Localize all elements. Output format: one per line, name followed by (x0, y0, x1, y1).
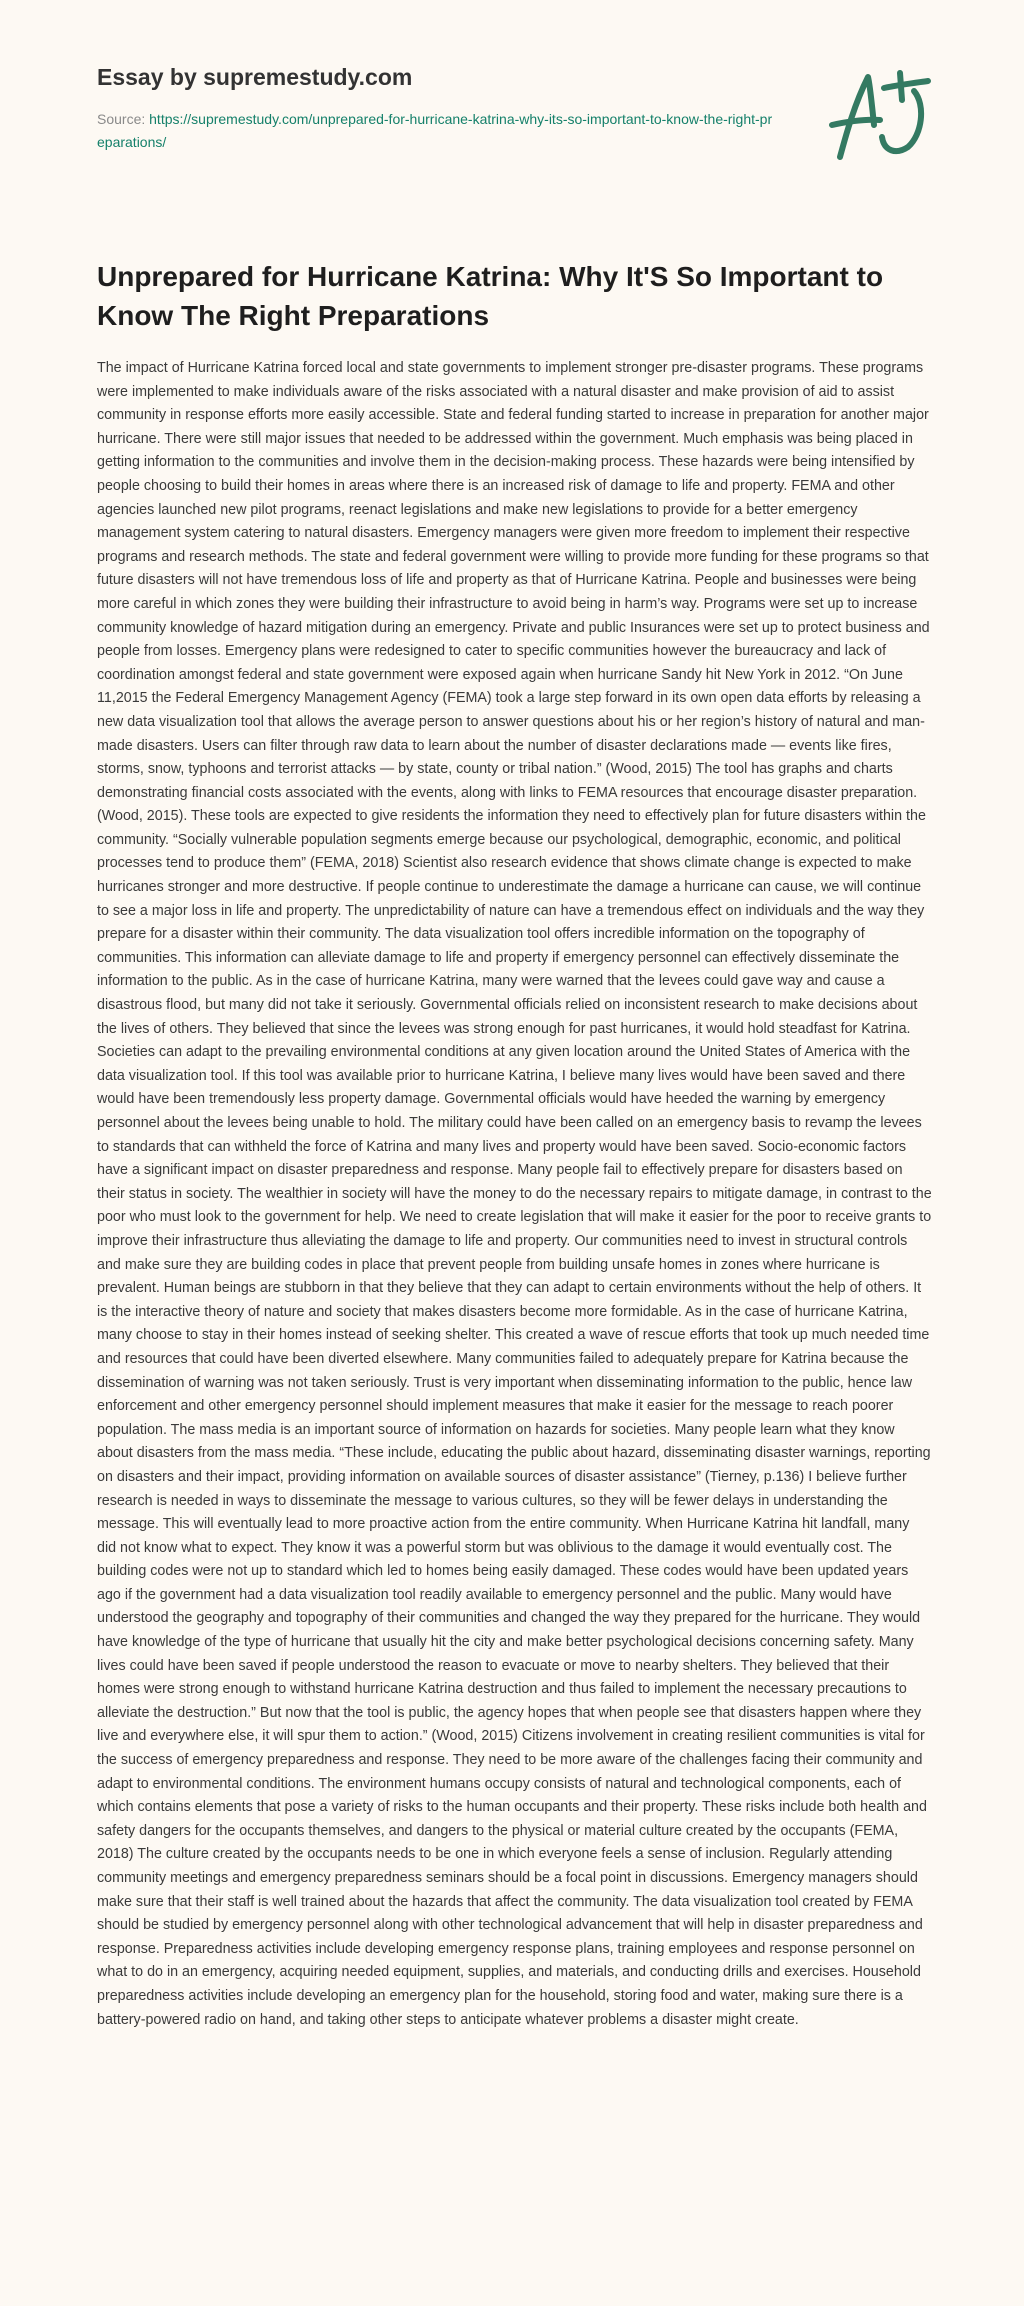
essay-article (0, 257, 1024, 2032)
source-link[interactable]: https://supremestudy.com/unprepared-for-hurricane-katrina-why-its-so-important-to-know-the-right-preparations/ (97, 111, 773, 150)
a-plus-grade-icon (822, 65, 942, 165)
essay-body: The impact of Hurricane Katrina forced local and state governments to implement stronger pre-disaster programs. These programs were implemented to make individuals aware of the risks associated with a natural disaster and make provision of aid to assist community in response efforts more easily accessible. State and federal funding started to increase in preparation for another major hurricane. There were still major issues that needed to be addressed within the government. Much emphasis was being placed in getting information to the communities and involve them in the decision-making process. These hazards were being intensified by people choosing to build their homes in areas where there is an increased risk of damage to life and property. FEMA and other agencies launched new pilot programs, reenact legislations and make new legislations to provide for a better emergency management system catering to natural disasters. Emergency managers were given more freedom to implement their respective programs and research methods. The state and federal government were willing to provide more funding for these programs so that future disasters will not have tremendous loss of life and property as that of Hurricane Katrina. People and businesses were being more careful in which zones they were building their infrastructure to avoid being in harm’s way. Programs were set up to increase community knowledge of hazard mitigation during an emergency. Private and public Insurances were set up to protect business and people from losses. Emergency plans were redesigned to cater to specific communities however the bureaucracy and lack of coordination amongst federal and state government were exposed again when hurricane Sandy hit New York in 2012. “On June 11,2015 the Federal Emergency Management Agency (FEMA) took a large step forward in its own open data efforts by releasing a new data visualization tool that allows the average person to answer questions about his or her region’s history of natural and man-made disasters. Users can filter through raw data to learn about the number of disaster declarations made — events like fires, storms, snow, typhoons and terrorist attacks — by state, county or tribal nation.” (Wood, 2015) The tool has graphs and charts demonstrating financial costs associated with the events, along with links to FEMA resources that encourage disaster preparation. (Wood, 2015). These tools are expected to give residents the information they need to effectively plan for future disasters within the community. “Socially vulnerable population segments emerge because our psychological, demographic, economic, and political processes tend to produce them” (FEMA, 2018) Scientist also research evidence that shows climate change is expected to make hurricanes stronger and more destructive. If people continue to underestimate the damage a hurricane can cause, we will continue to see a major loss in life and property. The unpredictability of nature can have a tremendous effect on individuals and the way they prepare for a disaster within their community. The data visualization tool offers incredible information on the topography of communities. This information can alleviate damage to life and property if emergency personnel can effectively disseminate the information to the public. As in the case of hurricane Katrina, many were warned that the levees could gave way and cause a disastrous flood, but many did not take it seriously. Governmental officials relied on inconsistent research to make decisions about the lives of others. They believed that since the levees was strong enough for past hurricanes, it would hold steadfast for Katrina. Societies can adapt to the prevailing environmental conditions at any given location around the United States of America with the data visualization tool. If this tool was available prior to hurricane Katrina, I believe many lives would have been saved and there would have been tremendously less property damage. Governmental officials would have heeded the warning by emergency personnel about the levees being unable to hold. The military could have been called on an emergency basis to revamp the levees to standards that can withheld the force of Katrina and many lives and property would have been saved. Socio-economic factors have a significant impact on disaster preparedness and response. Many people fail to effectively prepare for disasters based on their status in society. The wealthier in society will have the money to do the necessary repairs to mitigate damage, in contrast to the poor who must look to the government for help. We need to create legislation that will make it easier for the poor to receive grants to improve their infrastructure thus alleviating the damage to life and property. Our communities need to invest in structural controls and make sure they are building codes in place that prevent people from building unsafe homes in zones where hurricane is prevalent. Human beings are stubborn in that they believe that they can adapt to certain environments without the help of others. It is the interactive theory of nature and society that makes disasters become more formidable. As in the case of hurricane Katrina, many choose to stay in their homes instead of seeking shelter. This created a wave of rescue efforts that took up much needed time and resources that could have been diverted elsewhere. Many communities failed to adequately prepare for Katrina because the dissemination of warning was not taken seriously. Trust is very important when disseminating information to the public, hence law enforcement and other emergency personnel should implement measures that make it easier for the message to reach poorer population. The mass media is an important source of information on hazards for societies. Many people learn what they know about disasters from the mass media. “These include, educating the public about hazard, disseminating disaster warnings, reporting on disasters and their impact, providing information on available sources of disaster assistance” (Tierney, p.136) I believe further research is needed in ways to disseminate the message to various cultures, so they will be fewer delays in understanding the message. This will eventually lead to more proactive action from the entire community. When Hurricane Katrina hit landfall, many did not know what to expect. They know it was a powerful storm but was oblivious to the damage it would eventually cost. The building codes were not up to standard which led to homes being easily damaged. These codes would have been updated years ago if the government had a data visualization tool readily available to emergency personnel and the public. Many would have understood the geography and topography of their communities and changed the way they prepared for the hurricane. They would have knowledge of the type of hurricane that usually hit the city and make better psychological decisions concerning safety. Many lives could have been saved if people understood the reason to evacuate or move to nearby shelters. They believed that their homes were strong enough to withstand hurricane Katrina destruction and thus failed to implement the necessary precautions to alleviate the destruction.” But now that the tool is public, the agency hopes that when people see that disasters happen where they live and everywhere else, it will spur them to action.” (Wood, 2015) Citizens involvement in creating resilient communities is vital for the success of emergency preparedness and response. They need to be more aware of the challenges facing their community and adapt to environmental conditions. The environment humans occupy consists of natural and technological components, each of which contains elements that pose a variety of risks to the human occupants and their property. These risks include both health and safety dangers for the occupants themselves, and dangers to the physical or material culture created by the occupants (FEMA, 2018) The culture created by the occupants needs to be one in which everyone feels a sense of inclusion. Regularly attending community meetings and emergency preparedness seminars should be a focal point in discussions. Emergency managers should make sure that their staff is well trained about the hazards that affect the community. The data visualization tool created by FEMA should be studied by emergency personnel along with other technological advancement that will help in disaster preparedness and response. Preparedness activities include developing emergency response plans, training employees and response personnel on what to do in an emergency, acquiring needed equipment, supplies, and materials, and conducting drills and exercises. Household preparedness activities include developing an emergency plan for the household, storing food and water, making sure there is a battery-powered radio on hand, and taking other steps to anticipate whatever problems a disaster might create. (97, 360, 932, 2028)
source-line (97, 108, 777, 154)
site-title: Essay by supremestudy.com (97, 64, 413, 90)
source-label: Source: (97, 111, 146, 127)
page-header (0, 0, 1024, 150)
essay-title: Unprepared for Hurricane Katrina: Why It'S So Important to Know The Right Preparations (97, 261, 884, 331)
